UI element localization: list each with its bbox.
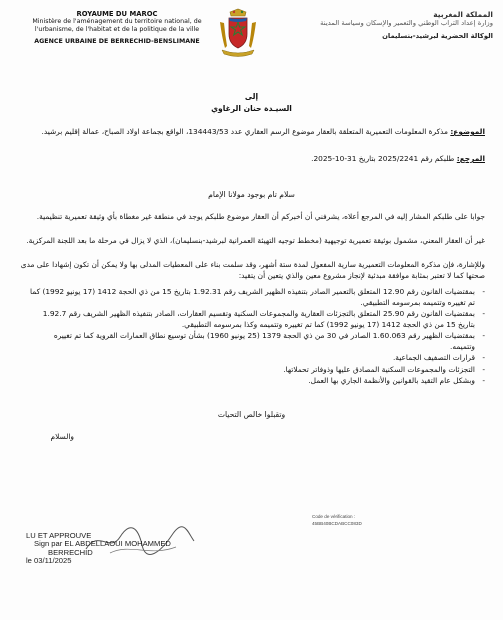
header-kingdom-fr: ROYAUME DU MAROC [76,10,158,18]
list-item: - قرارات التصفيف الجماعية. [30,353,485,364]
recipient-to: إلى [244,92,259,101]
salutation: والسلام [50,432,74,441]
header-kingdom-ar: المملكة المغربية [433,10,493,19]
header-ministry-fr: Ministère de l'aménagement du territoire national, de l'urbanisme, de l'habitat et de la politique de la ville [32,18,202,33]
body-paragraph-2: غير أن العقار المعني، مشمول بوثيقة تعميرية توجيهية (مخطط توجيه التهيئة العمرانية لبرشيد-بنسليمان)، الذي لا يزال في مرحلة ما بعد اللجنة المركزية. [26,236,485,245]
arabic-header [293,10,493,41]
subject-line [20,127,485,138]
recipient-name: السيـدة حنان الرغاوي [211,104,292,113]
requirements-list [30,287,485,388]
approval-line-3: BERRECHID [48,547,93,557]
body-paragraph-3: وللإشارة، فإن مذكرة المعلومات التعميرية سارية المفعول لمدة ستة أشهر، وقد سلمت بناء على المعطيات المدلى بها ولا يمكن أن تكون إشهادا على مدى صحتها كما لا تعتبر بمثابة موافقة مبدئية لإنجاز مشروع معين والذي يتعين أن يتقيد: [20,260,485,280]
approval-line-2: Sign par EL ABDELLAOUI MOHAMMED [34,539,171,549]
header-ministry-ar: وزارة إعداد التراب الوطني والتعمير والإسكان وسياسة المدينة [320,19,493,27]
approval-stamp [26,532,171,565]
reference-line [20,154,485,165]
subject-label: الموضوع: [450,127,485,136]
verification-label: Code de vérification : [312,514,356,519]
list-item: - بمقتضيات القانون رقم 25.90 المتعلق بالتجزئات العقارية والمجموعات السكنية وتقسيم العقارات، الصادر بتنفيذه الظهير الشريف رقم 1.92.7 بتاريخ 15 من ذي الحجة 1412 (17 يونيو 1992) كما تم تغييره وتتميمه وكذا بمرسومه التطبيقي. [30,309,485,330]
approval-line-4: le 03/11/2025 [26,555,72,565]
list-item: - بمقتضيات القانون رقم 12.90 المتعلق بالتعمير الصادر بتنفيذه الظهير الشريف رقم 1.92.31 بتاريخ 15 من ذي الحجة 1412 (17 يونيو 1992) كما تم تغييره وتتميمه بمرسومه التطبيقي. [30,287,485,308]
closing: وتقبلوا خالص التحيات [217,410,286,419]
reference-label: المرجع: [456,154,485,163]
subject-text: مذكرة المعلومات التعميرية المتعلقة بالعقار موضوع الرسم العقاري عدد 134443/53، الواقع بجماعة اولاد الصباح، عمالة إقليم برشيد. [41,127,448,136]
coat-of-arms-icon [216,8,260,58]
greeting: سلام تام بوجود مولانا الإمام [208,190,295,199]
french-header [12,10,222,46]
header-agency-ar: الوكالة الحضرية لبرشيد-بنسليمان [382,32,493,40]
body-paragraph-1: جوابا على طلبكم المشار إليه في المرجع أعلاه، يشرفني أن أخبركم أن العقار موضوع طلبكم يوجد في منطقة غير مغطاة بأي وثيقة تعميرية تنظيمية. [36,212,485,221]
reference-text: طلبكم رقم 2025/2241 بتاريخ 31-10-2025. [311,154,455,163]
list-item: - بمقتضيات الظهير رقم 1.60.063 الصادر في 30 من ذي الحجة 1379 (25 يونيو 1960) بشأن توسيع نطاق العمارات القروية كما تم تغييره وتتميمه. [30,331,485,352]
verification-code: 45BB40BCDABCC083D [312,521,362,526]
approval-line-1: LU ET APPROUVE [26,531,92,540]
header-agency-fr: AGENCE URBAINE DE BERRECHID-BENSLIMANE [34,38,200,45]
verification-block [312,513,362,527]
list-item: - وبشكل عام التقيد بالقوانين والأنظمة الجاري بها العمل. [30,376,485,387]
list-item: - التجزئات والمجموعات السكنية المصادق عليها وذوفاتر تحملاتها. [30,365,485,376]
